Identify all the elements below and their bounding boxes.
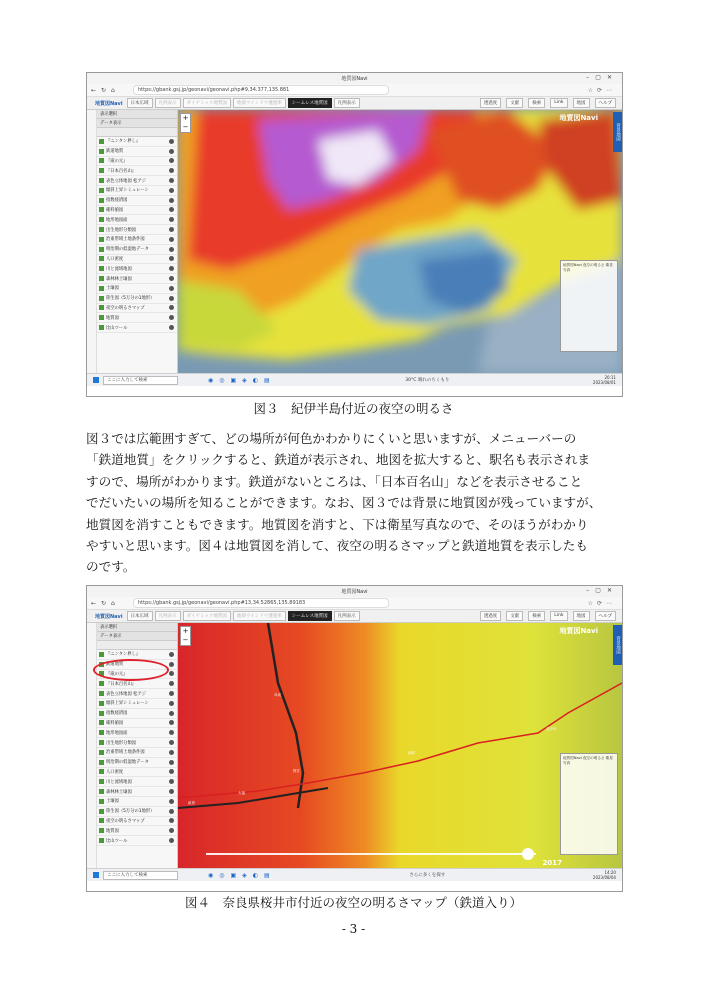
layer-swatch-icon: [99, 691, 104, 696]
info-icon[interactable]: [169, 158, 174, 163]
layer-item[interactable]: [97, 284, 177, 294]
layer-swatch-icon: [99, 139, 104, 144]
layer-item[interactable]: [97, 196, 177, 206]
dynamic-map-button[interactable]: ダイナミック地質図: [183, 611, 231, 621]
map-button[interactable]: 地図: [573, 611, 590, 621]
search-button[interactable]: 検索: [528, 611, 545, 621]
japan-button[interactable]: 日本広域: [127, 98, 153, 108]
legend-button[interactable]: 凡例表示: [155, 98, 181, 108]
layer-swatch-icon: [99, 325, 104, 330]
info-icon[interactable]: [169, 730, 174, 735]
layer-item[interactable]: [97, 787, 177, 797]
figure-3-screenshot: [86, 72, 623, 397]
layer-swatch-icon: [99, 247, 104, 252]
layer-info-text: 地質図Navi 夜空の明るさ 衛星写真: [563, 756, 613, 765]
layer-item[interactable]: [97, 817, 177, 827]
station-label[interactable]: 大福: [238, 791, 245, 795]
paragraph-line: すので、場所がわかります。鉄道がないところは、「日本百名山」などを表示させること: [86, 473, 583, 489]
info-icon[interactable]: [169, 188, 174, 193]
tab-title: 地質図Navi: [341, 76, 368, 82]
layer-item[interactable]: [97, 157, 177, 167]
info-icon[interactable]: [169, 296, 174, 301]
japan-button[interactable]: 日本広域: [127, 611, 153, 621]
info-icon[interactable]: [169, 256, 174, 261]
paragraph-line: でだいたいの場所を知ることができます。なお、図３では背景に地質図が残っていますが、: [86, 495, 602, 511]
layer-swatch-icon: [99, 818, 104, 823]
legend-show-button[interactable]: 凡例表示: [334, 611, 360, 621]
system-clock[interactable]: [593, 870, 622, 880]
browser-sidebar[interactable]: [87, 110, 97, 373]
info-icon[interactable]: [169, 789, 174, 794]
help-button[interactable]: ヘルプ: [595, 98, 617, 108]
address-bar: [87, 597, 622, 610]
clock-time: 14:20: [604, 870, 616, 875]
layer-swatch-icon: [99, 809, 104, 814]
layer-label: 比山ツール: [106, 325, 128, 331]
layer-swatch-icon: [99, 296, 104, 301]
seamless-map-button[interactable]: シームレス地質図: [288, 611, 332, 621]
layer-swatch-icon: [99, 750, 104, 755]
layer-swatch-icon: [99, 681, 104, 686]
layer-label: 治東帯域土地条件図: [106, 750, 145, 756]
tab-title: 地質図Navi: [341, 589, 368, 595]
layer-label: 陸生図（5万分の1地形）: [106, 296, 155, 302]
info-icon[interactable]: [169, 266, 174, 271]
station-label[interactable]: 長谷寺: [546, 727, 557, 731]
map-image: [178, 110, 622, 373]
layer-item[interactable]: [97, 245, 177, 255]
page-number: - 3 -: [341, 922, 366, 936]
layer-swatch-icon: [99, 237, 104, 242]
layer-label: 地質図: [106, 315, 119, 321]
info-icon[interactable]: [169, 691, 174, 696]
info-icon[interactable]: [169, 711, 174, 716]
layer-item[interactable]: [97, 777, 177, 787]
info-icon[interactable]: [169, 750, 174, 755]
toolbar-right: [480, 611, 622, 621]
layer-label: 出生地形分類図: [106, 740, 137, 746]
paragraph-line: 地質図を消すこともできます。地質図を消すと、下は衛星写真なので、そのほうがわかり: [86, 516, 589, 532]
layer-panel: [97, 623, 178, 868]
info-icon[interactable]: [169, 198, 174, 203]
taskbar-search-input[interactable]: ここに入力して検索: [103, 871, 178, 880]
opacity-button[interactable]: 透過度: [480, 98, 502, 108]
layer-item[interactable]: [97, 147, 177, 157]
layer-swatch-icon: [99, 227, 104, 232]
reference-button[interactable]: 文献: [506, 98, 523, 108]
night-sky-map[interactable]: [178, 110, 622, 373]
night-sky-map[interactable]: [178, 623, 622, 868]
layer-swatch-icon: [99, 779, 104, 784]
layer-label: 『日本百名山』: [106, 168, 137, 174]
layer-item[interactable]: [97, 689, 177, 699]
info-icon[interactable]: [169, 305, 174, 310]
layer-item[interactable]: [97, 176, 177, 186]
layer-swatch-icon: [99, 305, 104, 310]
layer-label: 『滝の元』: [106, 671, 128, 677]
search-more-widget[interactable]: さらに多くを探す: [409, 873, 446, 878]
clock-time: 20:11: [604, 375, 616, 380]
layer-label: 『ニンタン界し』: [106, 139, 141, 145]
info-icon[interactable]: [169, 720, 174, 725]
background-map-tab[interactable]: 背景地図: [613, 112, 622, 152]
app-body: [87, 623, 622, 868]
layer-swatch-icon: [99, 286, 104, 291]
layer-label: 『ニンタン界し』: [106, 652, 141, 658]
info-icon[interactable]: [169, 227, 174, 232]
layer-label: 表色立体地図 松アジ: [106, 178, 146, 184]
layer-label: 表色立体地図 松アジ: [106, 691, 146, 697]
layer-swatch-icon: [99, 740, 104, 745]
layer-swatch-icon: [99, 149, 104, 154]
layer-info-panel: [560, 260, 618, 352]
info-icon[interactable]: [169, 217, 174, 222]
layer-swatch-icon: [99, 266, 104, 271]
zoom-control[interactable]: + −: [180, 113, 191, 133]
layer-item[interactable]: [97, 699, 177, 709]
info-icon[interactable]: [169, 809, 174, 814]
windows-taskbar: [87, 868, 622, 881]
layer-item[interactable]: [97, 137, 177, 147]
info-icon[interactable]: [169, 779, 174, 784]
year-slider-label: 2017: [542, 859, 562, 867]
layer-item[interactable]: [97, 323, 177, 333]
layer-label: 鉄道地質: [106, 662, 124, 668]
info-icon[interactable]: [169, 286, 174, 291]
panel-tools[interactable]: [97, 641, 177, 650]
taskbar-apps[interactable]: ◉◎▣◈◐▤: [208, 376, 276, 384]
info-icon[interactable]: [169, 818, 174, 823]
browser-titlebar: [87, 586, 622, 597]
layer-label: 川と流域地図: [106, 779, 132, 785]
layer-item[interactable]: [97, 836, 177, 846]
layer-label: 指数経済図: [106, 711, 128, 717]
info-icon[interactable]: [169, 207, 174, 212]
map-title: 地質図Navi: [559, 114, 598, 122]
info-icon[interactable]: [169, 237, 174, 242]
layer-swatch-icon: [99, 828, 104, 833]
app-body: [87, 110, 622, 373]
layer-label: 陸生図（5万分の1地形）: [106, 809, 155, 815]
layer-swatch-icon: [99, 188, 104, 193]
station-label[interactable]: 畝傍: [188, 801, 195, 805]
legend-show-button[interactable]: 凡例表示: [334, 98, 360, 108]
panel-header: 表示選択: [97, 110, 177, 119]
layer-swatch-icon: [99, 315, 104, 320]
layer-swatch-icon: [99, 711, 104, 716]
info-icon[interactable]: [169, 149, 174, 154]
paragraph-line: 「鉄道地質」をクリックすると、鉄道が表示され、地図を拡大すると、駅名も表示されま: [86, 452, 591, 468]
layer-swatch-icon: [99, 838, 104, 843]
window-controls[interactable]: –▢✕: [586, 74, 618, 81]
layer-label: 地質図: [106, 828, 119, 834]
layer-label: 夜空の明るさマップ: [106, 818, 145, 824]
weather-widget[interactable]: 30°C 晴れのちくもり: [405, 378, 450, 383]
opacity-button[interactable]: 透過度: [480, 611, 502, 621]
layer-swatch-icon: [99, 178, 104, 183]
figure-4-screenshot: [86, 585, 623, 892]
clock-date: 2023/08/04: [592, 875, 616, 880]
info-icon[interactable]: [169, 799, 174, 804]
layer-label: 治東帯域土地条件図: [106, 237, 145, 243]
layer-swatch-icon: [99, 769, 104, 774]
layer-list: [97, 137, 177, 333]
layer-item[interactable]: [97, 313, 177, 323]
help-button[interactable]: ヘルプ: [595, 611, 617, 621]
windows-taskbar: [87, 373, 622, 386]
background-map-tab[interactable]: 背景地図: [613, 625, 622, 665]
layer-label: 地形地図面: [106, 217, 128, 223]
figure-3-caption: 図３ 紀伊半島付近の夜空の明るさ: [253, 401, 454, 416]
layer-item[interactable]: [97, 166, 177, 176]
paragraph-line: 図３では広範囲すぎて、どの場所が何色かわかりにくいと思いますが、メニューバーの: [86, 431, 577, 446]
url-field[interactable]: https://gbank.gsj.jp/geonavi/geonavi.php#9,34.377,135.881: [133, 85, 389, 95]
layer-label: 森林林土壌図: [106, 789, 132, 795]
paragraph-line: やすいと思います。図４は地質図を消して、夜空の明るさマップと鉄道地質を表示したも: [86, 538, 588, 554]
info-icon[interactable]: [169, 838, 174, 843]
layer-item[interactable]: [97, 758, 177, 768]
layer-item[interactable]: [97, 294, 177, 304]
layer-item[interactable]: [97, 215, 177, 225]
layer-swatch-icon: [99, 168, 104, 173]
layer-item[interactable]: [97, 748, 177, 758]
layer-item[interactable]: [97, 797, 177, 807]
panel-subheader[interactable]: データ表示: [97, 632, 177, 641]
layer-swatch-icon: [99, 256, 104, 261]
info-icon[interactable]: [169, 652, 174, 657]
info-icon[interactable]: [169, 139, 174, 144]
layer-label: 地形地図面: [106, 730, 128, 736]
layer-swatch-icon: [99, 760, 104, 765]
layer-item[interactable]: [97, 807, 177, 817]
transparency-button[interactable]: 地殻ウインドウ透過率: [233, 611, 286, 621]
info-icon[interactable]: [169, 662, 174, 667]
search-button[interactable]: 検索: [528, 98, 545, 108]
layer-swatch-icon: [99, 730, 104, 735]
layer-label: 川と流域地図: [106, 266, 132, 272]
nav-buttons[interactable]: ←↻⌂: [91, 86, 120, 94]
url-field[interactable]: https://gbank.gsj.jp/geonavi/geonavi.php#13,34.52865,135.89183: [133, 598, 389, 608]
layer-item[interactable]: [97, 274, 177, 284]
clock-date: 2023/08/01: [592, 380, 616, 385]
transparency-button[interactable]: 地殻ウインドウ透過率: [233, 98, 286, 108]
info-icon[interactable]: [169, 168, 174, 173]
layer-item[interactable]: [97, 768, 177, 778]
layer-item[interactable]: [97, 206, 177, 216]
legend-button[interactable]: 凡例表示: [155, 611, 181, 621]
layer-item[interactable]: [97, 264, 177, 274]
map-title: 地質図Navi: [559, 627, 598, 635]
browser-titlebar: [87, 73, 622, 84]
info-icon[interactable]: [169, 247, 174, 252]
taskbar-search-input[interactable]: ここに入力して検索: [103, 376, 178, 385]
layer-label: 人口密度: [106, 256, 124, 262]
paragraph-line: のです。: [86, 559, 136, 575]
layer-swatch-icon: [99, 217, 104, 222]
app-toolbar: [87, 97, 622, 110]
layer-label: 確料値図: [106, 207, 124, 213]
info-icon[interactable]: [169, 769, 174, 774]
layer-swatch-icon: [99, 158, 104, 163]
info-icon[interactable]: [169, 178, 174, 183]
layer-swatch-icon: [99, 701, 104, 706]
windows-start-icon[interactable]: [93, 872, 99, 878]
window-controls[interactable]: –▢✕: [586, 587, 618, 594]
layer-item[interactable]: [97, 255, 177, 265]
map-button[interactable]: 地図: [573, 98, 590, 108]
info-icon[interactable]: [169, 276, 174, 281]
layer-item[interactable]: [97, 304, 177, 314]
browser-tools[interactable]: ☆⟳⋯: [587, 86, 616, 94]
layer-info-text: 地質図Navi 夜空の明るさ 衛星写真: [563, 263, 613, 272]
layer-swatch-icon: [99, 799, 104, 804]
info-icon[interactable]: [169, 325, 174, 330]
app-logo[interactable]: 地質図Navi: [95, 100, 123, 107]
layer-item[interactable]: [97, 235, 177, 245]
layer-label: 人口密度: [106, 769, 124, 775]
taskbar-apps[interactable]: ◉◎▣◈◐▤: [208, 871, 276, 879]
layer-swatch-icon: [99, 276, 104, 281]
browser-tools[interactable]: ☆⟳⋯: [587, 599, 616, 607]
layer-item[interactable]: [97, 709, 177, 719]
layer-swatch-icon: [99, 720, 104, 725]
panel-subheader[interactable]: データ表示: [97, 119, 177, 128]
body-paragraph: [86, 428, 626, 578]
station-label[interactable]: 朝倉: [408, 751, 415, 755]
layer-label: 『滝の元』: [106, 158, 128, 164]
map-image: [178, 623, 622, 868]
layer-label: 傾斜上昇シミュレーシ: [106, 188, 149, 194]
dynamic-map-button[interactable]: ダイナミック地質図: [183, 98, 231, 108]
railway-highlight-circle: [93, 659, 169, 681]
info-icon[interactable]: [169, 740, 174, 745]
layer-label: 確料値図: [106, 720, 124, 726]
link-button[interactable]: Link: [550, 98, 567, 108]
panel-header: 表示選択: [97, 623, 177, 632]
layer-item[interactable]: [97, 225, 177, 235]
seamless-map-button[interactable]: シームレス地質図: [288, 98, 332, 108]
layer-item[interactable]: [97, 186, 177, 196]
layer-label: 出生地形分類図: [106, 227, 137, 233]
station-label[interactable]: 耳成: [274, 693, 281, 697]
figure-4-caption: 図４ 奈良県桜井市付近の夜空の明るさマップ（鉄道入り）: [184, 895, 522, 910]
link-button[interactable]: Link: [550, 611, 567, 621]
layer-swatch-icon: [99, 207, 104, 212]
layer-swatch-icon: [99, 652, 104, 657]
layer-label: 土壌図: [106, 286, 119, 292]
layer-item[interactable]: [97, 728, 177, 738]
reference-button[interactable]: 文献: [506, 611, 523, 621]
layer-label: 鉄道地質: [106, 149, 124, 155]
layer-item[interactable]: [97, 719, 177, 729]
info-icon[interactable]: [169, 671, 174, 676]
nav-buttons[interactable]: ←↻⌂: [91, 599, 120, 607]
info-icon[interactable]: [169, 315, 174, 320]
layer-label: 指数経済図: [106, 198, 128, 204]
info-icon[interactable]: [169, 701, 174, 706]
zoom-control[interactable]: + −: [180, 626, 191, 646]
app-toolbar: [87, 610, 622, 623]
layer-label: 比山ツール: [106, 838, 128, 844]
layer-label: 傾斜上昇シミュレーシ: [106, 701, 149, 707]
layer-label: 明治期の低湿地データ: [106, 247, 149, 253]
layer-label: 土壌図: [106, 799, 119, 805]
panel-tools[interactable]: [97, 128, 177, 137]
layer-swatch-icon: [99, 198, 104, 203]
system-clock[interactable]: [593, 375, 622, 385]
layer-label: 明治期の低湿地データ: [106, 760, 149, 766]
toolbar-right: [480, 98, 622, 108]
layer-label: 森林林土壌図: [106, 276, 132, 282]
layer-item[interactable]: [97, 826, 177, 836]
windows-start-icon[interactable]: [93, 377, 99, 383]
layer-panel: [97, 110, 178, 373]
layer-item[interactable]: [97, 738, 177, 748]
app-logo[interactable]: 地質図Navi: [95, 613, 123, 620]
info-icon[interactable]: [169, 760, 174, 765]
layer-info-panel: [560, 753, 618, 855]
layer-label: 『日本百名山』: [106, 681, 137, 687]
address-bar: [87, 84, 622, 97]
browser-sidebar[interactable]: [87, 623, 97, 868]
layer-swatch-icon: [99, 789, 104, 794]
info-icon[interactable]: [169, 681, 174, 686]
layer-label: 夜空の明るさマップ: [106, 305, 145, 311]
info-icon[interactable]: [169, 828, 174, 833]
station-label[interactable]: 桜井: [293, 769, 300, 773]
